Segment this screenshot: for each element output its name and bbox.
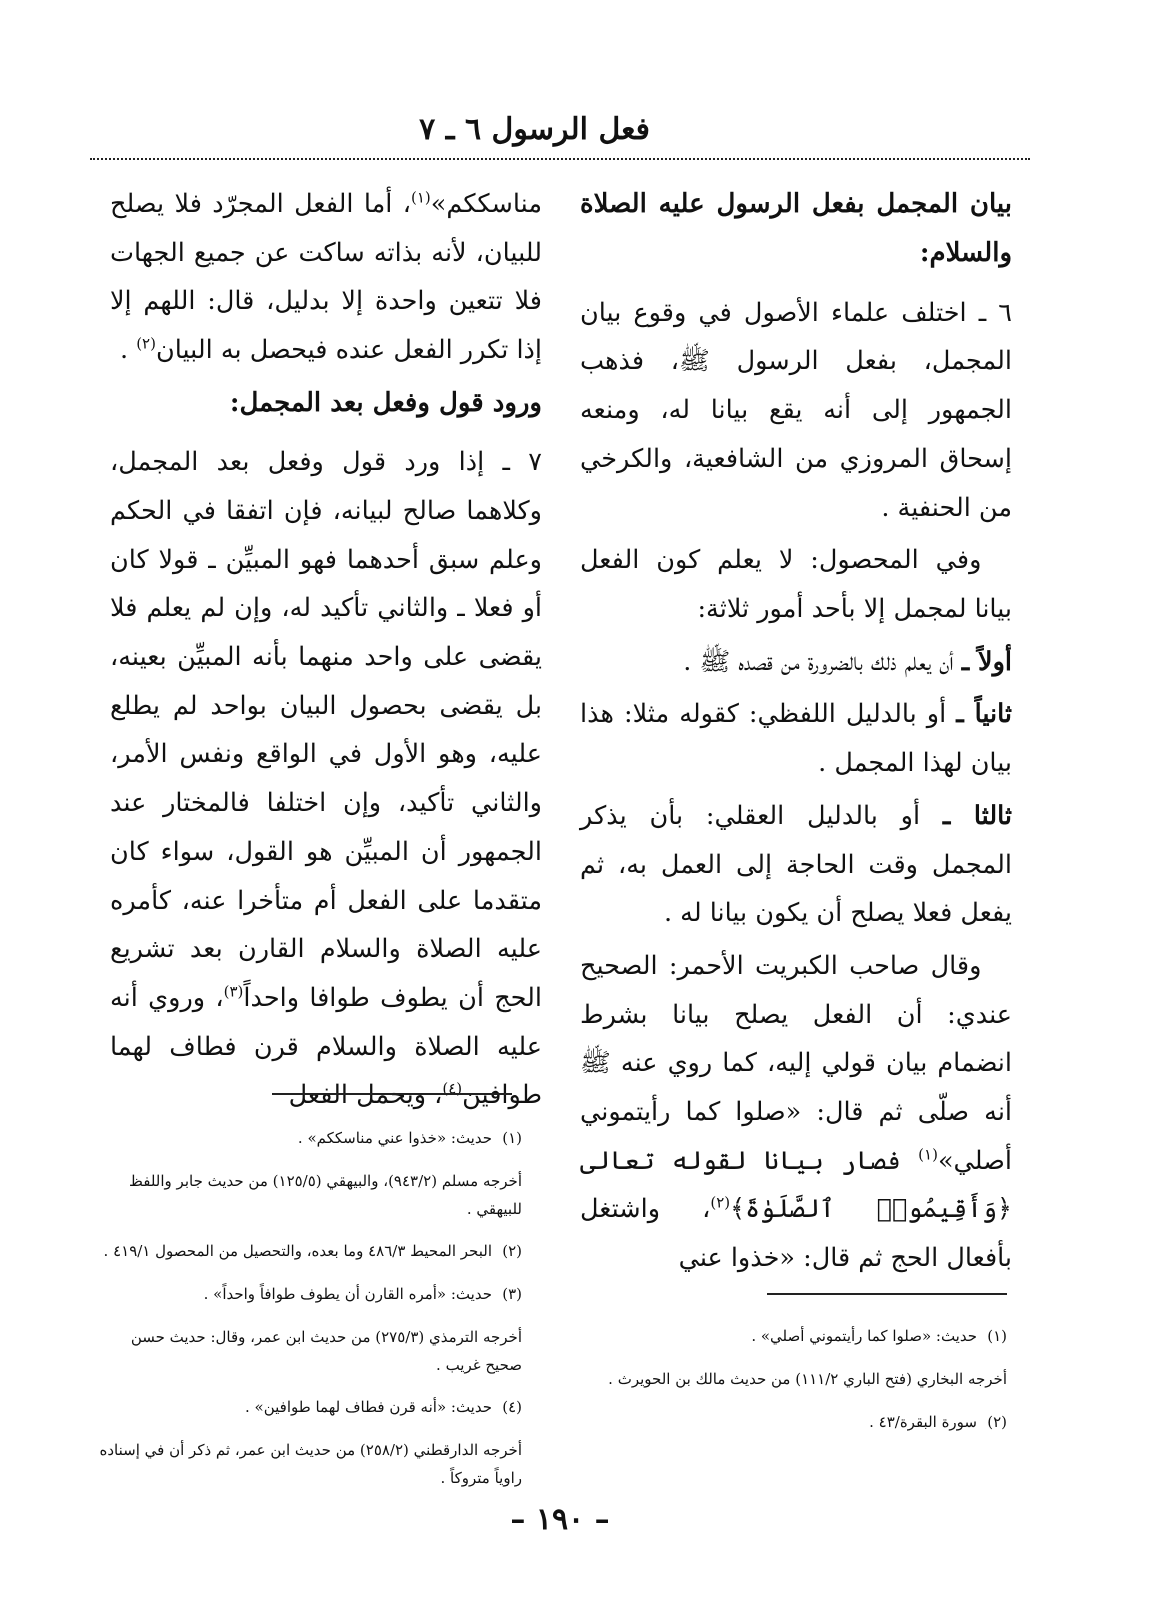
kibrit-text-a: وقال صاحب الكبريت الأحمر: الصحيح عندي: أن الفعل يصلح بيانا بشرط انضمام بيان قولي إليه، كما روي عنه ﷺ أنه صلّى ثم قال: «صلوا كما رأيتموني أصلي»: [580, 950, 1012, 1176]
footnote-divider: [767, 1293, 1007, 1295]
footnote-title: حديث: «أنه قرن فطاف لهما طوافين» .: [245, 1398, 492, 1417]
continued-text-b: ، أما الفعل المجرّد فلا يصلح للبيان، لأنه بذاته ساكت عن جميع الجهات فلا تتعين واحدة إلا بدليل، قال: اللهم إلا إذا تكرر الفعل عنده فيحصل به البيان: [110, 189, 542, 366]
item-second: [580, 690, 1012, 787]
kibrit-text-c: ، واشتغل بأفعال الحج ثم قال: «خذوا عني: [580, 1194, 1012, 1274]
running-title: فعل الرسول ٦ ـ ٧: [419, 112, 650, 147]
footnote-body: أخرجه البخاري (فتح الباري ١١١/٢) من حديث مالك بن الحويرث .: [608, 1369, 1007, 1388]
paragraph-kibrit: [580, 942, 1012, 1283]
footnote: [97, 1125, 522, 1153]
section-heading-bayan: بيان المجمل بفعل الرسول عليه الصلاة والسلام:: [580, 189, 1012, 269]
paragraph-mahsul: وفي المحصول: لا يعلم كون الفعل بيانا لمجمل إلا بأحد أمور ثلاثة:: [580, 545, 1012, 624]
footnote: [582, 1409, 1007, 1437]
footnote: [97, 1394, 522, 1422]
right-column: [580, 180, 1012, 1287]
paragraph-continued: [110, 180, 542, 375]
item-second-label: ثانياً ـ: [956, 699, 1012, 730]
footnote-number: (٢): [502, 1242, 522, 1261]
item-first: [580, 638, 1012, 687]
continued-text-c: .: [119, 335, 137, 366]
footnote-number: (١): [502, 1129, 522, 1147]
footnote-number: (٤): [502, 1398, 522, 1417]
footnote: [97, 1281, 522, 1309]
footnote-ref: (١): [410, 188, 431, 207]
item-third: [580, 792, 1012, 938]
footnote-title: حديث: «خذوا عني مناسككم» .: [297, 1129, 492, 1147]
item-third-label: ثالثا ـ: [942, 800, 1012, 831]
footnote-number: (١): [987, 1327, 1007, 1345]
footnote-ref: (٢): [136, 334, 156, 353]
para7-text-a: ٧ ـ إذا ورد قول وفعل بعد المجمل، وكلاهما صالح لبيانه، فإن اتفقا في الحكم وعلم سبق أحدهما فهو المبيِّن ـ قولا كان أو فعلا ـ والثاني تأكيد له، وإن لم يعلم فلا يقضى على واحد منهما بأنه المبيِّن بعينه، بل يقضى بحصول البيان بواحد لم يطلع عليه، وهو الأول في الواقع ونفس الأمر، والثاني تأكيد، وإن اختلفا فالمختار عند الجمهور أن المبيِّن هو القول، سواء كان متقدما على الفعل أم متأخرا عنه، كأمره عليه الصلاة والسلام القارن بعد تشريع الحج أن يطوف طوافا واحداً: [110, 447, 542, 1013]
footnote: [582, 1323, 1007, 1351]
footnote-ref: (٤): [442, 1079, 463, 1098]
footnote-body: أخرجه الترمذي (٢٧٥/٣) من حديث ابن عمر، وقال: حديث حسن صحيح غريب .: [130, 1327, 522, 1374]
item-first-text: أن يعلم ذلك بالضرورة من قصده ﷺ .: [683, 646, 962, 677]
page-header: [90, 108, 1030, 160]
footnote-ref: (٢): [710, 1193, 731, 1212]
footnote-number: (٢): [987, 1412, 1007, 1431]
footnote: [97, 1238, 522, 1266]
page-number: – ١٩٠ –: [510, 1502, 610, 1537]
footnote-title: سورة البقرة/٤٣ .: [869, 1412, 977, 1431]
footnote-title: حديث: «صلوا كما رأيتموني أصلي» .: [751, 1327, 977, 1345]
left-column: [110, 180, 542, 1124]
footnotes-right: [582, 1308, 1007, 1451]
item-second-text: أو بالدليل اللفظي: كقوله مثلا: هذا بيان لهذا المجمل .: [580, 699, 1012, 779]
item-first-label: أولاً ـ: [961, 646, 1012, 677]
footnote-body: أخرجه مسلم (٩٤٣/٢)، والبيهقي (١٢٥/٥) من حديث جابر واللفظ للبيهقي .: [129, 1171, 522, 1218]
para7-text-b: ، وروي أنه عليه الصلاة والسلام قرن فطاف لهما طوافين: [110, 982, 542, 1111]
footnote-body: أخرجه الدارقطني (٢٥٨/٢) من حديث ابن عمر، ثم ذكر أن في إسناده راوياً متروكاً .: [99, 1441, 522, 1487]
paragraph-7: [110, 438, 542, 1120]
footnote-title: البحر المحيط ٤٨٦/٣ وما بعده، والتحصيل من المحصول ٤١٩/١ .: [103, 1242, 492, 1261]
footnote-divider: [272, 1093, 512, 1095]
footnote-ref: (١): [918, 1145, 938, 1164]
paragraph-6: ٦ ـ اختلف علماء الأصول في وقوع بيان المجمل، بفعل الرسول ﷺ، فذهب الجمهور إلى أنه يقع بيانا له، ومنعه إسحاق المروزي من الشافعية، والكرخي من الحنفية .: [580, 297, 1012, 523]
footnote-number: (٣): [502, 1285, 522, 1303]
para7-text-c: ، ويحمل الفعل: [288, 1080, 443, 1111]
item-third-text: أو بالدليل العقلي: بأن يذكر المجمل وقت الحاجة إلى العمل به، ثم يفعل فعلا يصلح أن يكون بيانا له .: [580, 800, 1012, 929]
continued-text-a: مناسككم»: [430, 189, 542, 219]
section-heading-wurud: ورود قول وفعل بعد المجمل:: [229, 387, 542, 418]
footnotes-left: [97, 1110, 522, 1493]
footnote-title: حديث: «أمره القارن أن يطوف طوافاً واحداً» .: [203, 1285, 492, 1303]
footnote-ref: (٣): [223, 982, 244, 1001]
kibrit-text-b: فصار بيانا لقوله تعالى ﴿وَأَقِيمُوا۟ ٱلصَّلَوٰةَ﴾: [580, 1145, 1012, 1225]
